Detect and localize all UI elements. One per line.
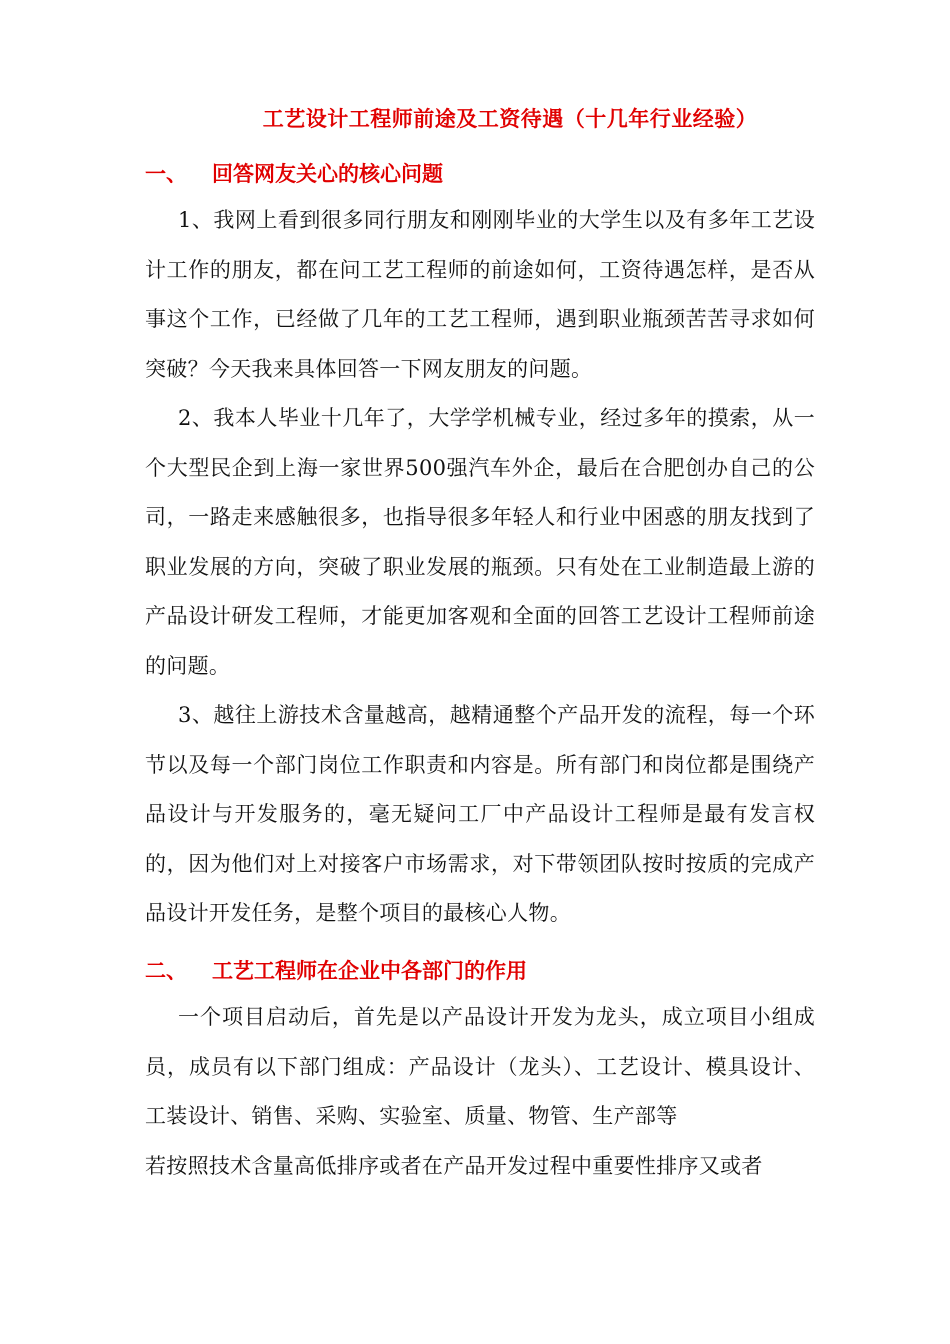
section-1-heading-text: 回答网友关心的核心问题 (212, 161, 443, 186)
section-1-paragraph-3: 3、越往上游技术含量越高，越精通整个产品开发的流程，每一个环节以及每一个部门岗位工作职责和内容是。所有部门和岗位都是围绕产品设计与开发服务的，毫无疑问工厂中产品设计工程师是最有发言权的，因为他们对上对接客户市场需求，对下带领团队按时按质的完成产品设计开发任务，是整个项目的最核心人物。 (145, 703, 815, 925)
section-2-heading (145, 955, 527, 985)
section-2-paragraph-1: 一个项目启动后，首先是以产品设计开发为龙头，成立项目小组成员，成员有以下部门组成：产品设计（龙头）、工艺设计、模具设计、工装设计、销售、采购、实验室、质量、物管、生产部等 (145, 1005, 815, 1128)
section-2-paragraph-2: 若按照技术含量高低排序或者在产品开发过程中重要性排序又或者 (145, 1154, 763, 1178)
section-1-heading (145, 158, 443, 188)
section-2-number: 二、 (145, 958, 187, 983)
section-1-number: 一、 (145, 161, 187, 186)
document-title: 工艺设计工程师前途及工资待遇（十几年行业经验） (262, 106, 758, 131)
section-1-paragraph-1: 1、我网上看到很多同行朋友和刚刚毕业的大学生以及有多年工艺设计工作的朋友，都在问工艺工程师的前途如何，工资待遇怎样，是否从事这个工作，已经做了几年的工艺工程师，遇到职业瓶颈苦苦寻求如何突破？今天我来具体回答一下网友朋友的问题。 (145, 208, 815, 381)
section-2-heading-text: 工艺工程师在企业中各部门的作用 (212, 958, 527, 983)
section-1-paragraph-2: 2、我本人毕业十几年了，大学学机械专业，经过多年的摸索，从一个大型民企到上海一家世界500强汽车外企，最后在合肥创办自己的公司，一路走来感触很多，也指导很多年轻人和行业中困惑的朋友找到了职业发展的方向，突破了职业发展的瓶颈。只有处在工业制造最上游的产品设计研发工程师，才能更加客观和全面的回答工艺设计工程师前途的问题。 (145, 406, 815, 678)
